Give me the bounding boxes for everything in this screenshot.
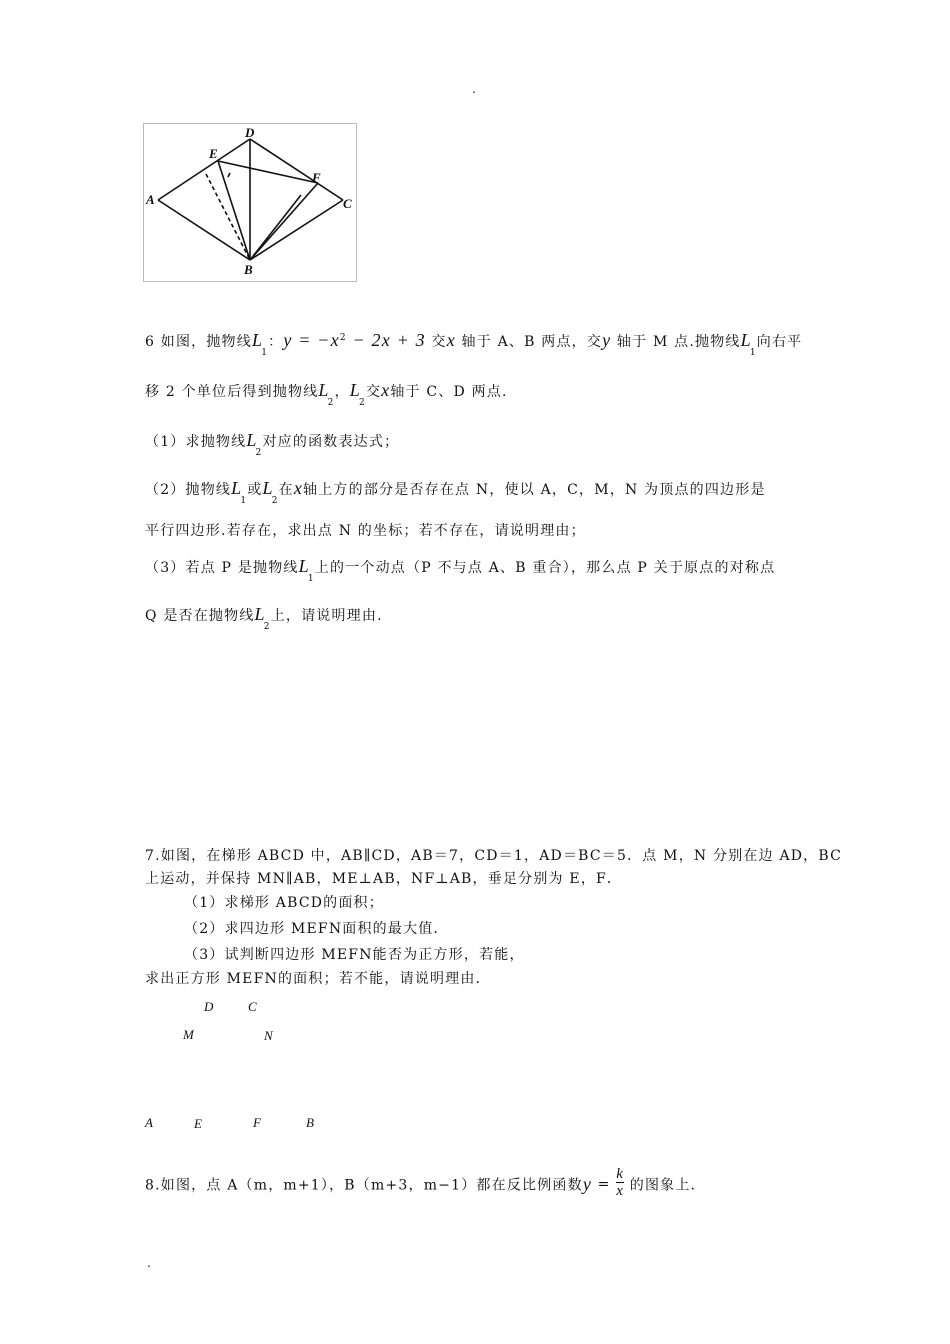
footer-dot: . xyxy=(147,1256,151,1270)
q7-part3: （3）试判断四边形 MEFN能否为正方形，若能， xyxy=(184,947,525,963)
label-F: F xyxy=(312,170,321,185)
q7-label-C: C xyxy=(248,999,257,1014)
q7-line2: 上运动，并保持 MN∥AB，ME⊥AB，NF⊥AB，垂足分别为 E，F． xyxy=(145,871,623,887)
label-A: A xyxy=(146,192,155,207)
q6-part2-cont: 平行四边形.若存在，求出点 N 的坐标；若不存在，请说明理由； xyxy=(145,523,586,539)
q6-part3: （3）若点 P 是抛物线$L_1$上的一个动点（P 不与点 A、B 重合），那么点 P 关于原点的对称点 xyxy=(145,556,776,584)
header-dot: . xyxy=(472,82,476,96)
label-B: B xyxy=(244,262,253,277)
q7-label-E: E xyxy=(194,1116,202,1131)
q6-part3-cont: Q 是否在抛物线$L_2$上，请说明理由. xyxy=(145,604,383,632)
q6-part2: （2）抛物线$L_1$或$L_2$在x轴上方的部分是否存在点 N，使以 A，C，M，N 为顶点的四边形是 xyxy=(145,478,766,506)
label-E: E xyxy=(209,146,218,161)
q7-label-M: M xyxy=(183,1027,194,1042)
q7-label-D: D xyxy=(204,999,214,1014)
q7-line1: 7.如图，在梯形 ABCD 中，AB∥CD，AB＝7，CD＝1，AD＝BC＝5．点 M，N 分别在边 AD，BC xyxy=(145,848,843,864)
q7-label-N: N xyxy=(264,1028,273,1043)
geometry-figure-1 xyxy=(143,123,357,282)
q6-line1: 6 如图，抛物线$L_1$：$y = -x^2 - 2x + 3$ 交x 轴于 A、B 两点，交y 轴于 M 点.抛物线$L_1$向右平 xyxy=(145,330,803,358)
q7-part1: （1）求梯形 ABCD的面积； xyxy=(184,895,384,911)
q7-label-A: A xyxy=(145,1115,153,1130)
q7-part2: （2）求四边形 MEFN面积的最大值． xyxy=(184,921,449,937)
label-D: D xyxy=(245,125,255,140)
q6-line2: 移 2 个单位后得到抛物线$L_2$，$L_2$交x轴于 C、D 两点. xyxy=(145,380,508,408)
q7-label-F: F xyxy=(253,1115,261,1130)
label-C: C xyxy=(343,196,352,211)
rhombus-diagram xyxy=(144,124,356,281)
q7-part3-cont: 求出正方形 MEFN的面积；若不能，请说明理由． xyxy=(145,971,491,987)
q8-line: 8.如图，点 A（m，m+1），B（m+3，m−1）都在反比例函数y = $\frac{k}{x}$ 的图象上． xyxy=(145,1166,706,1199)
q7-label-B: B xyxy=(306,1115,314,1130)
q6-part1: （1）求抛物线$L_2$对应的函数表达式； xyxy=(145,430,400,458)
fraction-k-over-x: $\frac{k}{x}$ xyxy=(616,1166,625,1199)
